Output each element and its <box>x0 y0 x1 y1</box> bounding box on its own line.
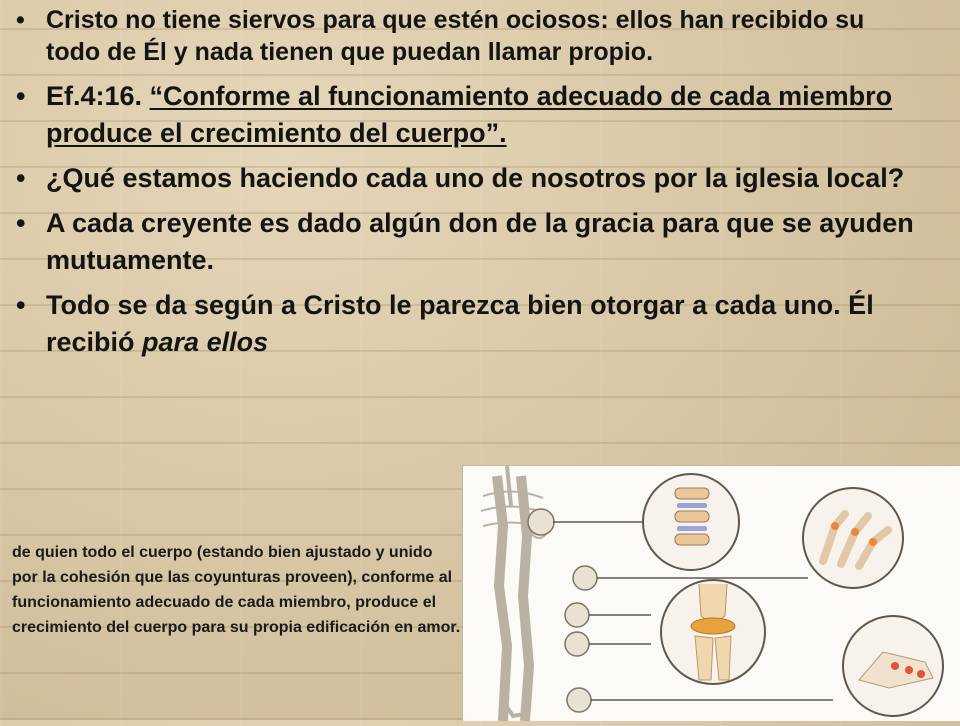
bullet-item <box>0 205 960 279</box>
foot-bones-icon <box>843 616 943 716</box>
bullet-item <box>0 160 960 197</box>
bullet-quote: “Conforme al funcionamiento adecuado de cada miembro produce el crecimiento del cuerpo”. <box>46 81 893 148</box>
skeleton-icon <box>481 466 549 721</box>
bullet-text: Todo se da según a Cristo le parezca bien otorgar a cada uno. Él recibió <box>46 290 874 357</box>
bullet-text: A cada creyente es dado algún don de la gracia para que se ayuden mutuamente. <box>46 208 914 275</box>
bullet-dot: • <box>16 290 26 320</box>
bullet-dot: • <box>16 6 25 34</box>
bullet-dot: • <box>16 208 26 238</box>
bullet-item <box>0 287 960 361</box>
scripture-quote: de quien todo el cuerpo (estando bien ajustado y unido por la cohesión que las coyunturas proveen), conforme al funcionamiento adecuado de cada miembro, produce el crecimiento del cuerpo para su propia edificación en amor. <box>12 544 461 636</box>
anatomy-figure-svg <box>463 466 960 721</box>
bullet-emphasis: para ellos <box>142 327 269 357</box>
spine-icon <box>643 474 739 570</box>
hand-joints-icon <box>803 488 903 588</box>
anatomy-figure <box>462 465 960 721</box>
bullet-list <box>0 0 960 361</box>
bullet-prefix: Ef.4:16. <box>46 81 150 111</box>
bullet-text: Cristo no tiene siervos para que estén ociosos: ellos han recibido su todo de Él y nada tienen que puedan llamar propio. <box>46 6 865 66</box>
bullet-item <box>0 78 960 152</box>
bullet-dot: • <box>16 81 26 111</box>
bullet-item <box>0 4 960 68</box>
knee-joint-icon <box>661 580 765 684</box>
bullet-dot: • <box>16 163 26 193</box>
bullet-text: ¿Qué estamos haciendo cada uno de nosotros por la iglesia local? <box>46 163 905 193</box>
